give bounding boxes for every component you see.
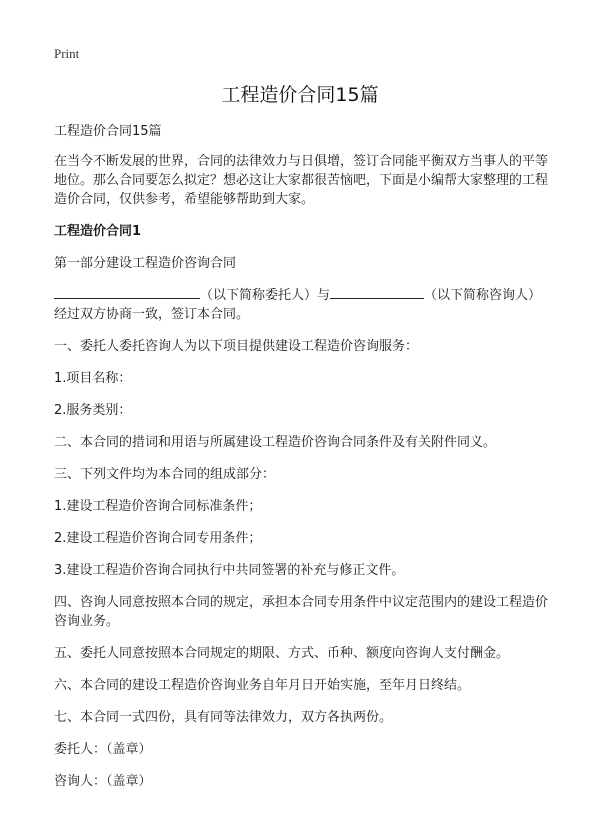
clause-1-item-2: 2.服务类别： [54, 403, 132, 418]
parties-paragraph [54, 286, 550, 324]
clause-5: 五、委托人同意按照本合同规定的期限、方式、币种、额度向咨询人支付酬金。 [54, 646, 510, 661]
parties-text-1: （以下简称委托人）与 [200, 288, 331, 303]
document-subtitle: 工程造价合同15篇 [54, 124, 162, 139]
consultant-signature-line: 咨询人：（盖章） [54, 774, 152, 789]
intro-paragraph: 在当今不断发展的世界，合同的法律效力与日俱增，签订合同能平衡双方当事人的平等地位。那么合同要怎么拟定？想必这让大家都很苦恼吧，下面是小编帮大家整理的工程造价合同，仅供参考，希望能够帮助到大家。 [54, 154, 549, 207]
document-title: 工程造价合同15篇 [221, 84, 379, 106]
clause-7: 七、本合同一式四份，具有同等法律效力，双方各执两份。 [54, 710, 393, 725]
section-heading: 工程造价合同1 [54, 224, 142, 239]
client-signature-line: 委托人：（盖章） [54, 742, 152, 757]
part-title: 第一部分建设工程造价咨询合同 [54, 256, 237, 271]
clause-3-item-3: 3.建设工程造价咨询合同执行中共同签署的补充与修正文件。 [54, 563, 405, 578]
clause-1-item-1: 1.项目名称： [54, 371, 132, 386]
print-link[interactable]: Print [54, 46, 80, 61]
clause-4: 四、咨询人同意按照本合同的规定，承担本合同专用条件中议定范围内的建设工程造价咨询业务。 [54, 595, 549, 629]
clause-3: 三、下列文件均为本合同的组成部分： [54, 467, 276, 482]
clause-1: 一、委托人委托咨询人为以下项目提供建设工程造价咨询服务： [54, 339, 419, 354]
clause-6: 六、本合同的建设工程造价咨询业务自年月日开始实施，至年月日终结。 [54, 678, 471, 693]
parties-text-2: （以下简称咨询人）经过双方协商一致，签订本合同。 [54, 288, 542, 322]
clause-3-item-1: 1.建设工程造价咨询合同标准条件； [54, 499, 262, 514]
client-name-blank [54, 286, 200, 299]
clause-3-item-2: 2.建设工程造价咨询合同专用条件； [54, 531, 262, 546]
document-body [54, 122, 550, 804]
consultant-name-blank [330, 286, 424, 299]
clause-2: 二、本合同的措词和用语与所属建设工程造价咨询合同条件及有关附件同义。 [54, 435, 497, 450]
